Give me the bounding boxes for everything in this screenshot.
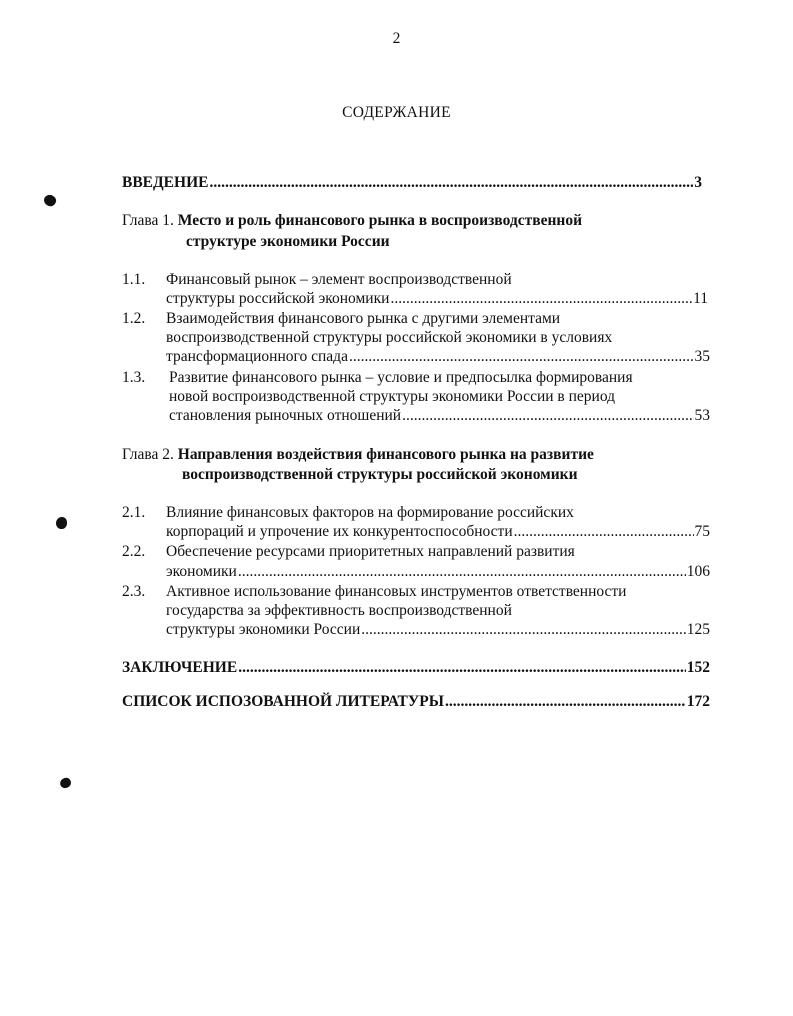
leader-dots [209,173,693,192]
section-title-line: воспроизводственной структуры российской экономики в условиях [166,329,613,346]
chapter-1-heading[interactable] [122,211,582,230]
section-number: 1.1. [122,271,146,288]
section-title-line: структуры экономики России [166,621,361,638]
chapter-title: Направления воздействия финансового рынка на развитие [177,446,594,463]
leader-dots [445,692,686,711]
section-title-line: новой воспроизводственной структуры экономики России в период [169,388,616,405]
toc-entry-bibliography[interactable] [122,692,710,711]
toc-entry-page: 53 [694,407,710,424]
section-title-line: Финансовый рынок – элемент воспроизводственной [166,271,512,288]
leader-dots [402,406,693,425]
section-number: 2.3. [122,583,146,600]
toc-entry-page: 11 [693,290,708,307]
page-title: СОДЕРЖАНИЕ [342,104,451,121]
chapter-2-heading[interactable] [122,445,594,464]
section-title-line: государства за эффективность воспроизводственной [166,602,512,619]
page-number: 2 [392,30,401,47]
toc-entry-label: ВВЕДЕНИЕ [122,174,209,191]
leader-dots [514,522,694,541]
toc-entry-page: 35 [694,348,710,365]
toc-entry-2-2[interactable] [166,562,710,581]
section-title-line: структуры российской экономики [166,290,390,307]
ink-blot [42,193,58,209]
leader-dots [390,289,692,308]
toc-entry-2-3[interactable] [166,620,710,639]
chapter-title: Место и роль финансового рынка в воспроизводственной [177,212,582,229]
ink-blot [59,776,73,789]
toc-entry-conclusion[interactable] [122,658,710,677]
toc-entry-page: 172 [686,693,710,710]
chapter-title-line2: воспроизводственной структуры российской экономики [182,466,578,483]
section-title-line: корпораций и упрочение их конкурентоспособности [166,523,513,540]
chapter-title-line2: структуре экономики России [186,233,390,250]
section-number: 2.1. [122,504,146,521]
toc-entry-intro[interactable] [122,173,702,192]
toc-entry-label: СПИСОК ИСПОЗОВАННОЙ ЛИТЕРАТУРЫ [122,693,444,710]
toc-entry-page: 3 [694,174,702,191]
toc-entry-page: 152 [686,659,710,676]
ink-blot [56,517,67,529]
toc-entry-page: 125 [686,621,710,638]
chapter-prefix: Глава 1. [122,212,174,229]
section-title-line: трансформационного спада [166,348,348,365]
section-title-line: Активное использование финансовых инструментов ответственности [166,583,627,600]
toc-entry-page: 75 [694,523,710,540]
toc-entry-2-1[interactable] [166,522,710,541]
section-number: 1.2. [122,310,146,327]
section-title-line: становления рыночных отношений [169,407,402,424]
leader-dots [349,347,694,366]
chapter-prefix: Глава 2. [122,446,174,463]
toc-entry-page: 106 [686,563,710,580]
section-number: 1.3. [122,369,146,386]
toc-entry-1-2[interactable] [166,347,710,366]
section-title-line: Обеспечение ресурсами приоритетных направлений развития [166,543,575,560]
section-title-line: Взаимодействия финансового рынка с другими элементами [166,310,561,327]
toc-entry-1-3[interactable] [169,406,710,425]
leader-dots [238,658,686,677]
section-title-line: экономики [166,563,237,580]
toc-entry-1-1[interactable] [166,289,708,308]
section-title-line: Развитие финансового рынка – условие и предпосылка формирования [169,369,633,386]
toc-entry-label: ЗАКЛЮЧЕНИЕ [122,659,238,676]
leader-dots [361,620,686,639]
leader-dots [238,562,686,581]
section-number: 2.2. [122,543,146,560]
section-title-line: Влияние финансовых факторов на формирование российских [166,504,574,521]
